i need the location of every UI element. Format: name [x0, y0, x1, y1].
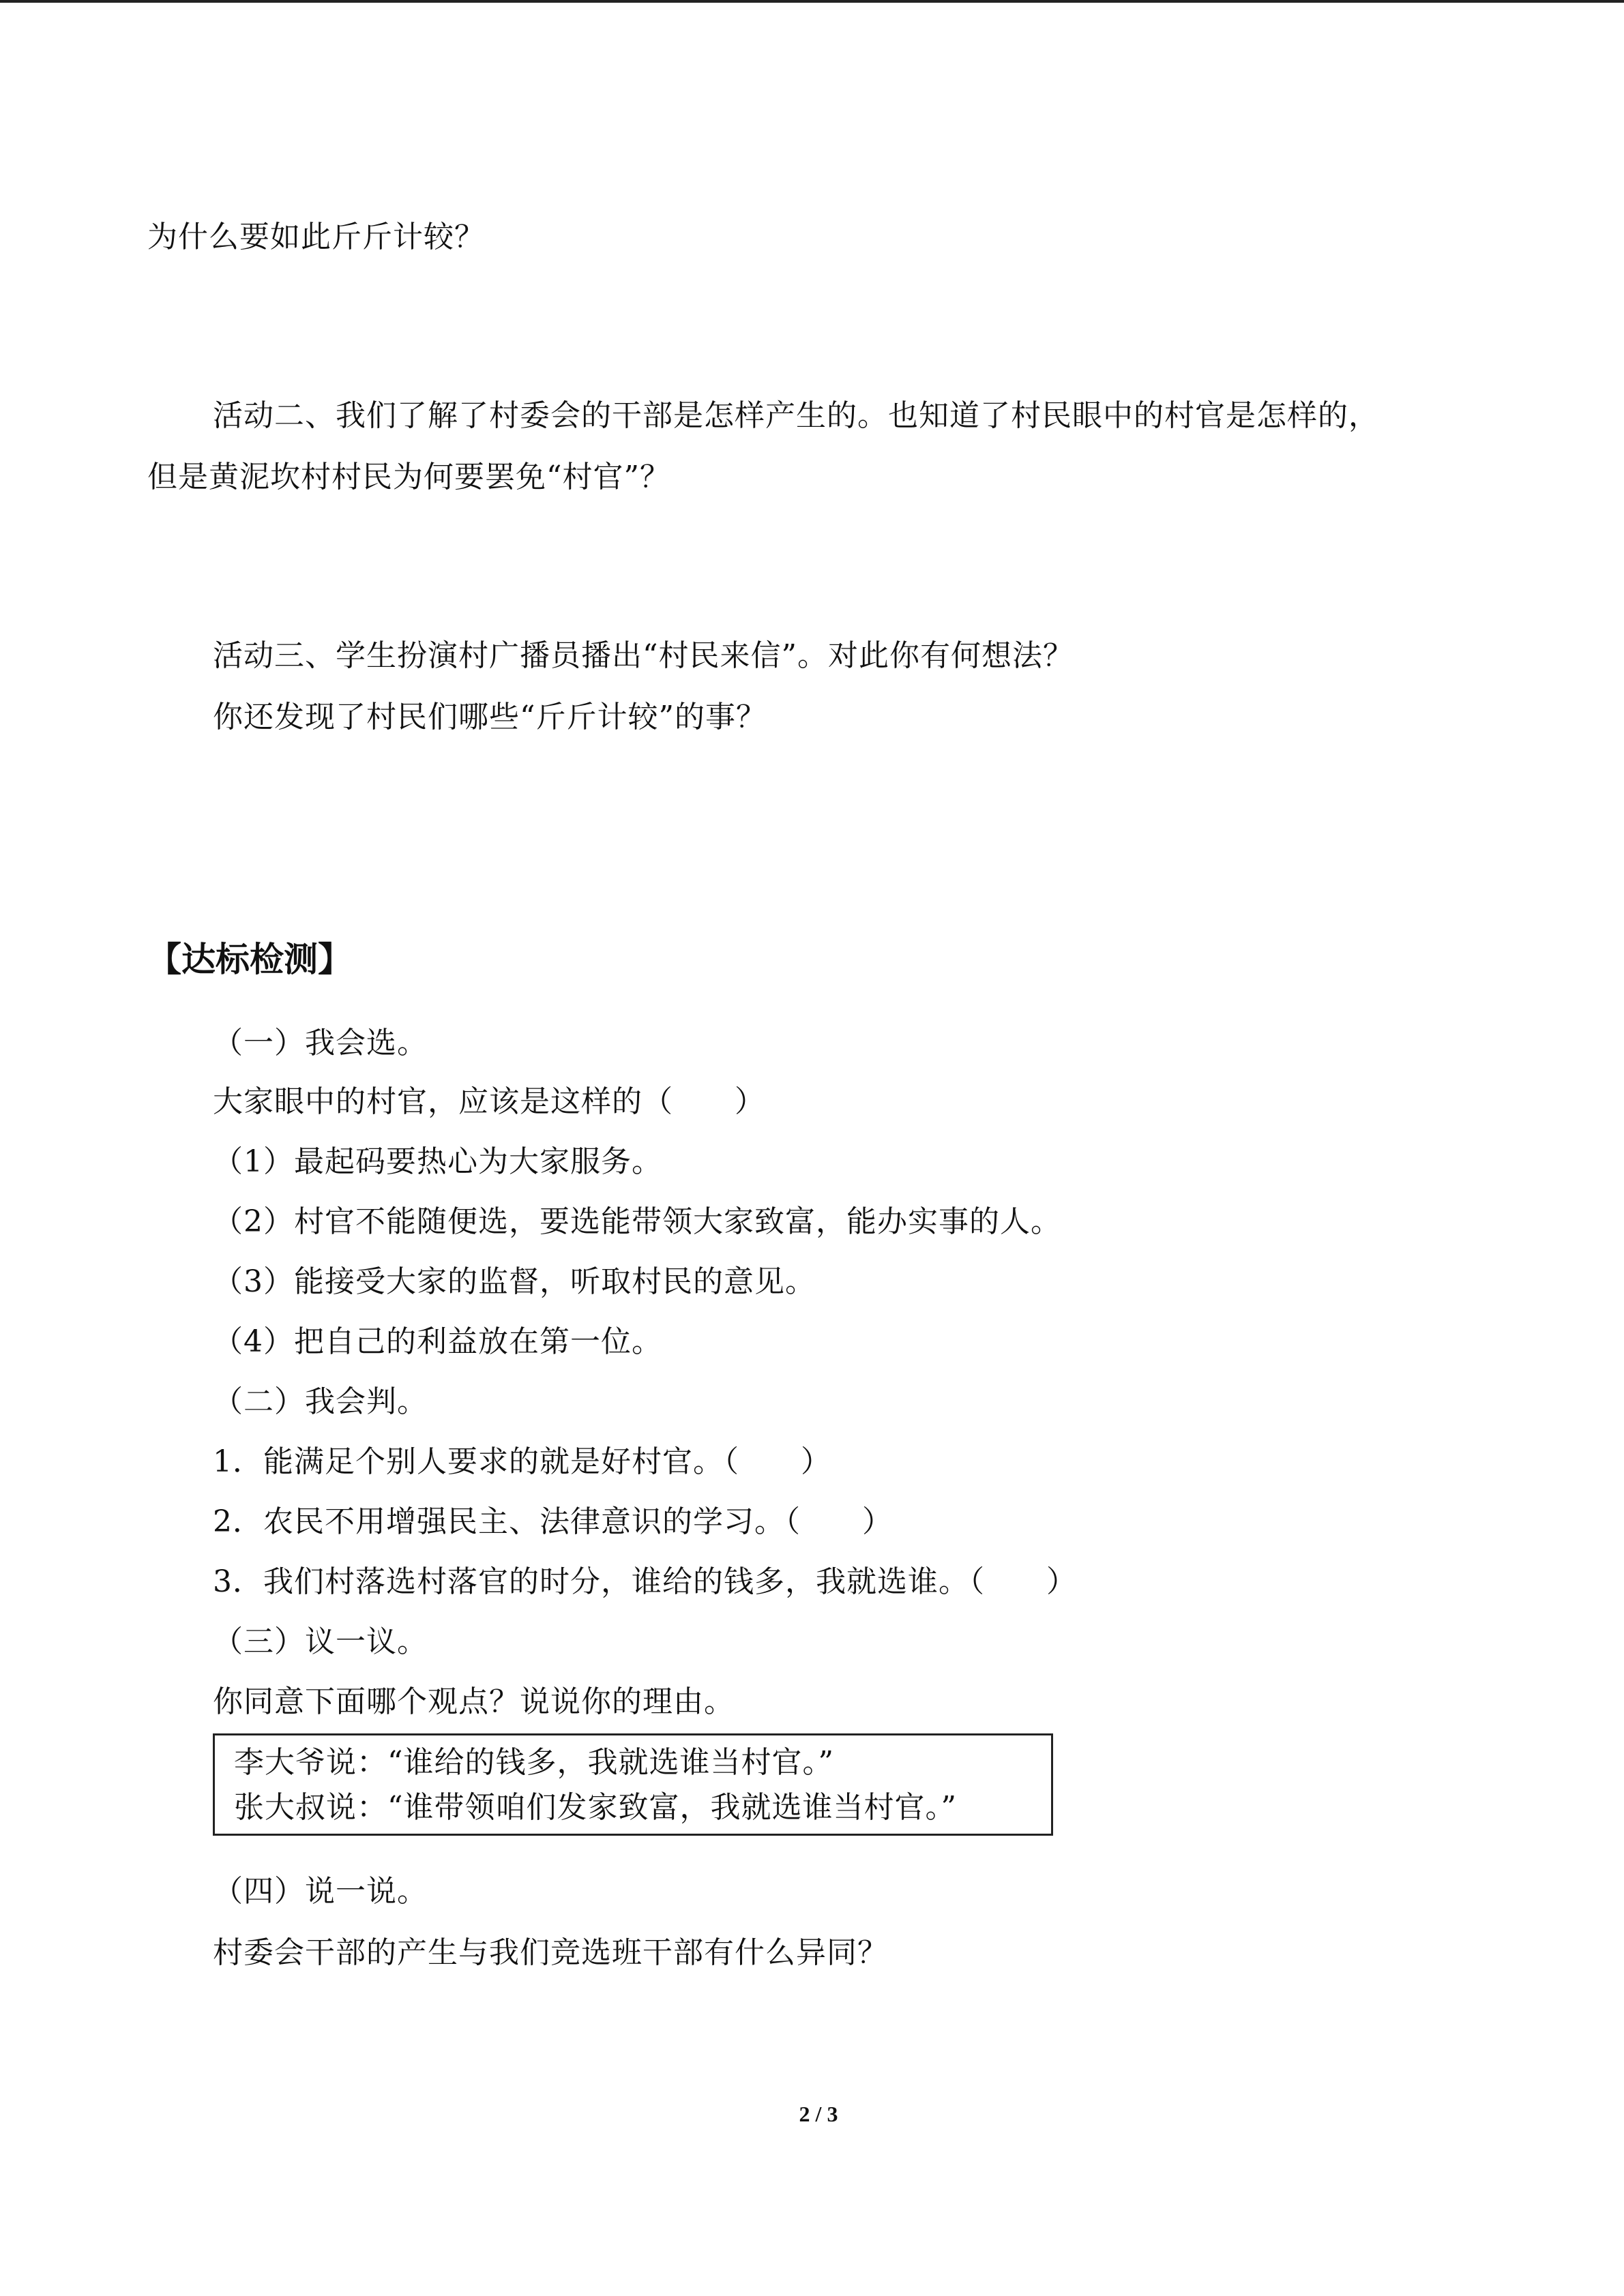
- part3-header: （三）议一议。: [213, 1624, 428, 1659]
- activity3-line2: 你还发现了村民们哪些“斤斤计较”的事？: [213, 700, 767, 734]
- part1-option: （4）把自己的利益放在第一位。: [213, 1324, 662, 1359]
- part2-item: 3．我们村落选村落官的时分，谁给的钱多，我就选谁。（ ）: [213, 1564, 1077, 1599]
- activity3-line1: 活动三、学生扮演村广播员播出“村民来信”。对此你有何想法？: [213, 638, 1074, 673]
- part2-header: （二）我会判。: [213, 1384, 428, 1419]
- top-border-rule: [0, 0, 1624, 3]
- part4-question: 村委会干部的产生与我们竞选班干部有什么异同？: [213, 1935, 888, 1970]
- part1-question: 大家眼中的村官，应该是这样的（ ）: [213, 1084, 765, 1119]
- activity2-line1: 活动二、我们了解了村委会的干部是怎样产生的。也知道了村民眼中的村官是怎样的，: [213, 398, 1379, 433]
- page-number: 2 / 3: [799, 2102, 838, 2126]
- part3-prompt: 你同意下面哪个观点？说说你的理由。: [213, 1684, 735, 1719]
- opinion-li: 李大爷说：“谁给的钱多，我就选谁当村官。”: [234, 1745, 834, 1780]
- part2-item: 1．能满足个别人要求的就是好村官。（ ）: [213, 1444, 831, 1479]
- activity1-question-end: 为什么要如此斤斤计较？: [147, 220, 485, 254]
- opinion-box: [213, 1733, 1053, 1836]
- part1-option: （2）村官不能随便选，要选能带领大家致富，能办实事的人。: [213, 1204, 1061, 1239]
- part2-item: 2．农民不用增强民主、法律意识的学习。（ ）: [213, 1504, 893, 1539]
- part1-option: （3）能接受大家的监督，听取村民的意见。: [213, 1264, 816, 1299]
- activity2-line2: 但是黄泥坎村村民为何要罢免“村官”？: [147, 460, 670, 494]
- section-heading: 【达标检测】: [147, 940, 352, 979]
- opinion-zhang: 张大叔说：“谁带领咱们发家致富，我就选谁当村官。”: [234, 1790, 957, 1825]
- part4-header: （四）说一说。: [213, 1874, 428, 1909]
- part1-option: （1）最起码要热心为大家服务。: [213, 1144, 662, 1179]
- part1-header: （一）我会选。: [213, 1026, 428, 1060]
